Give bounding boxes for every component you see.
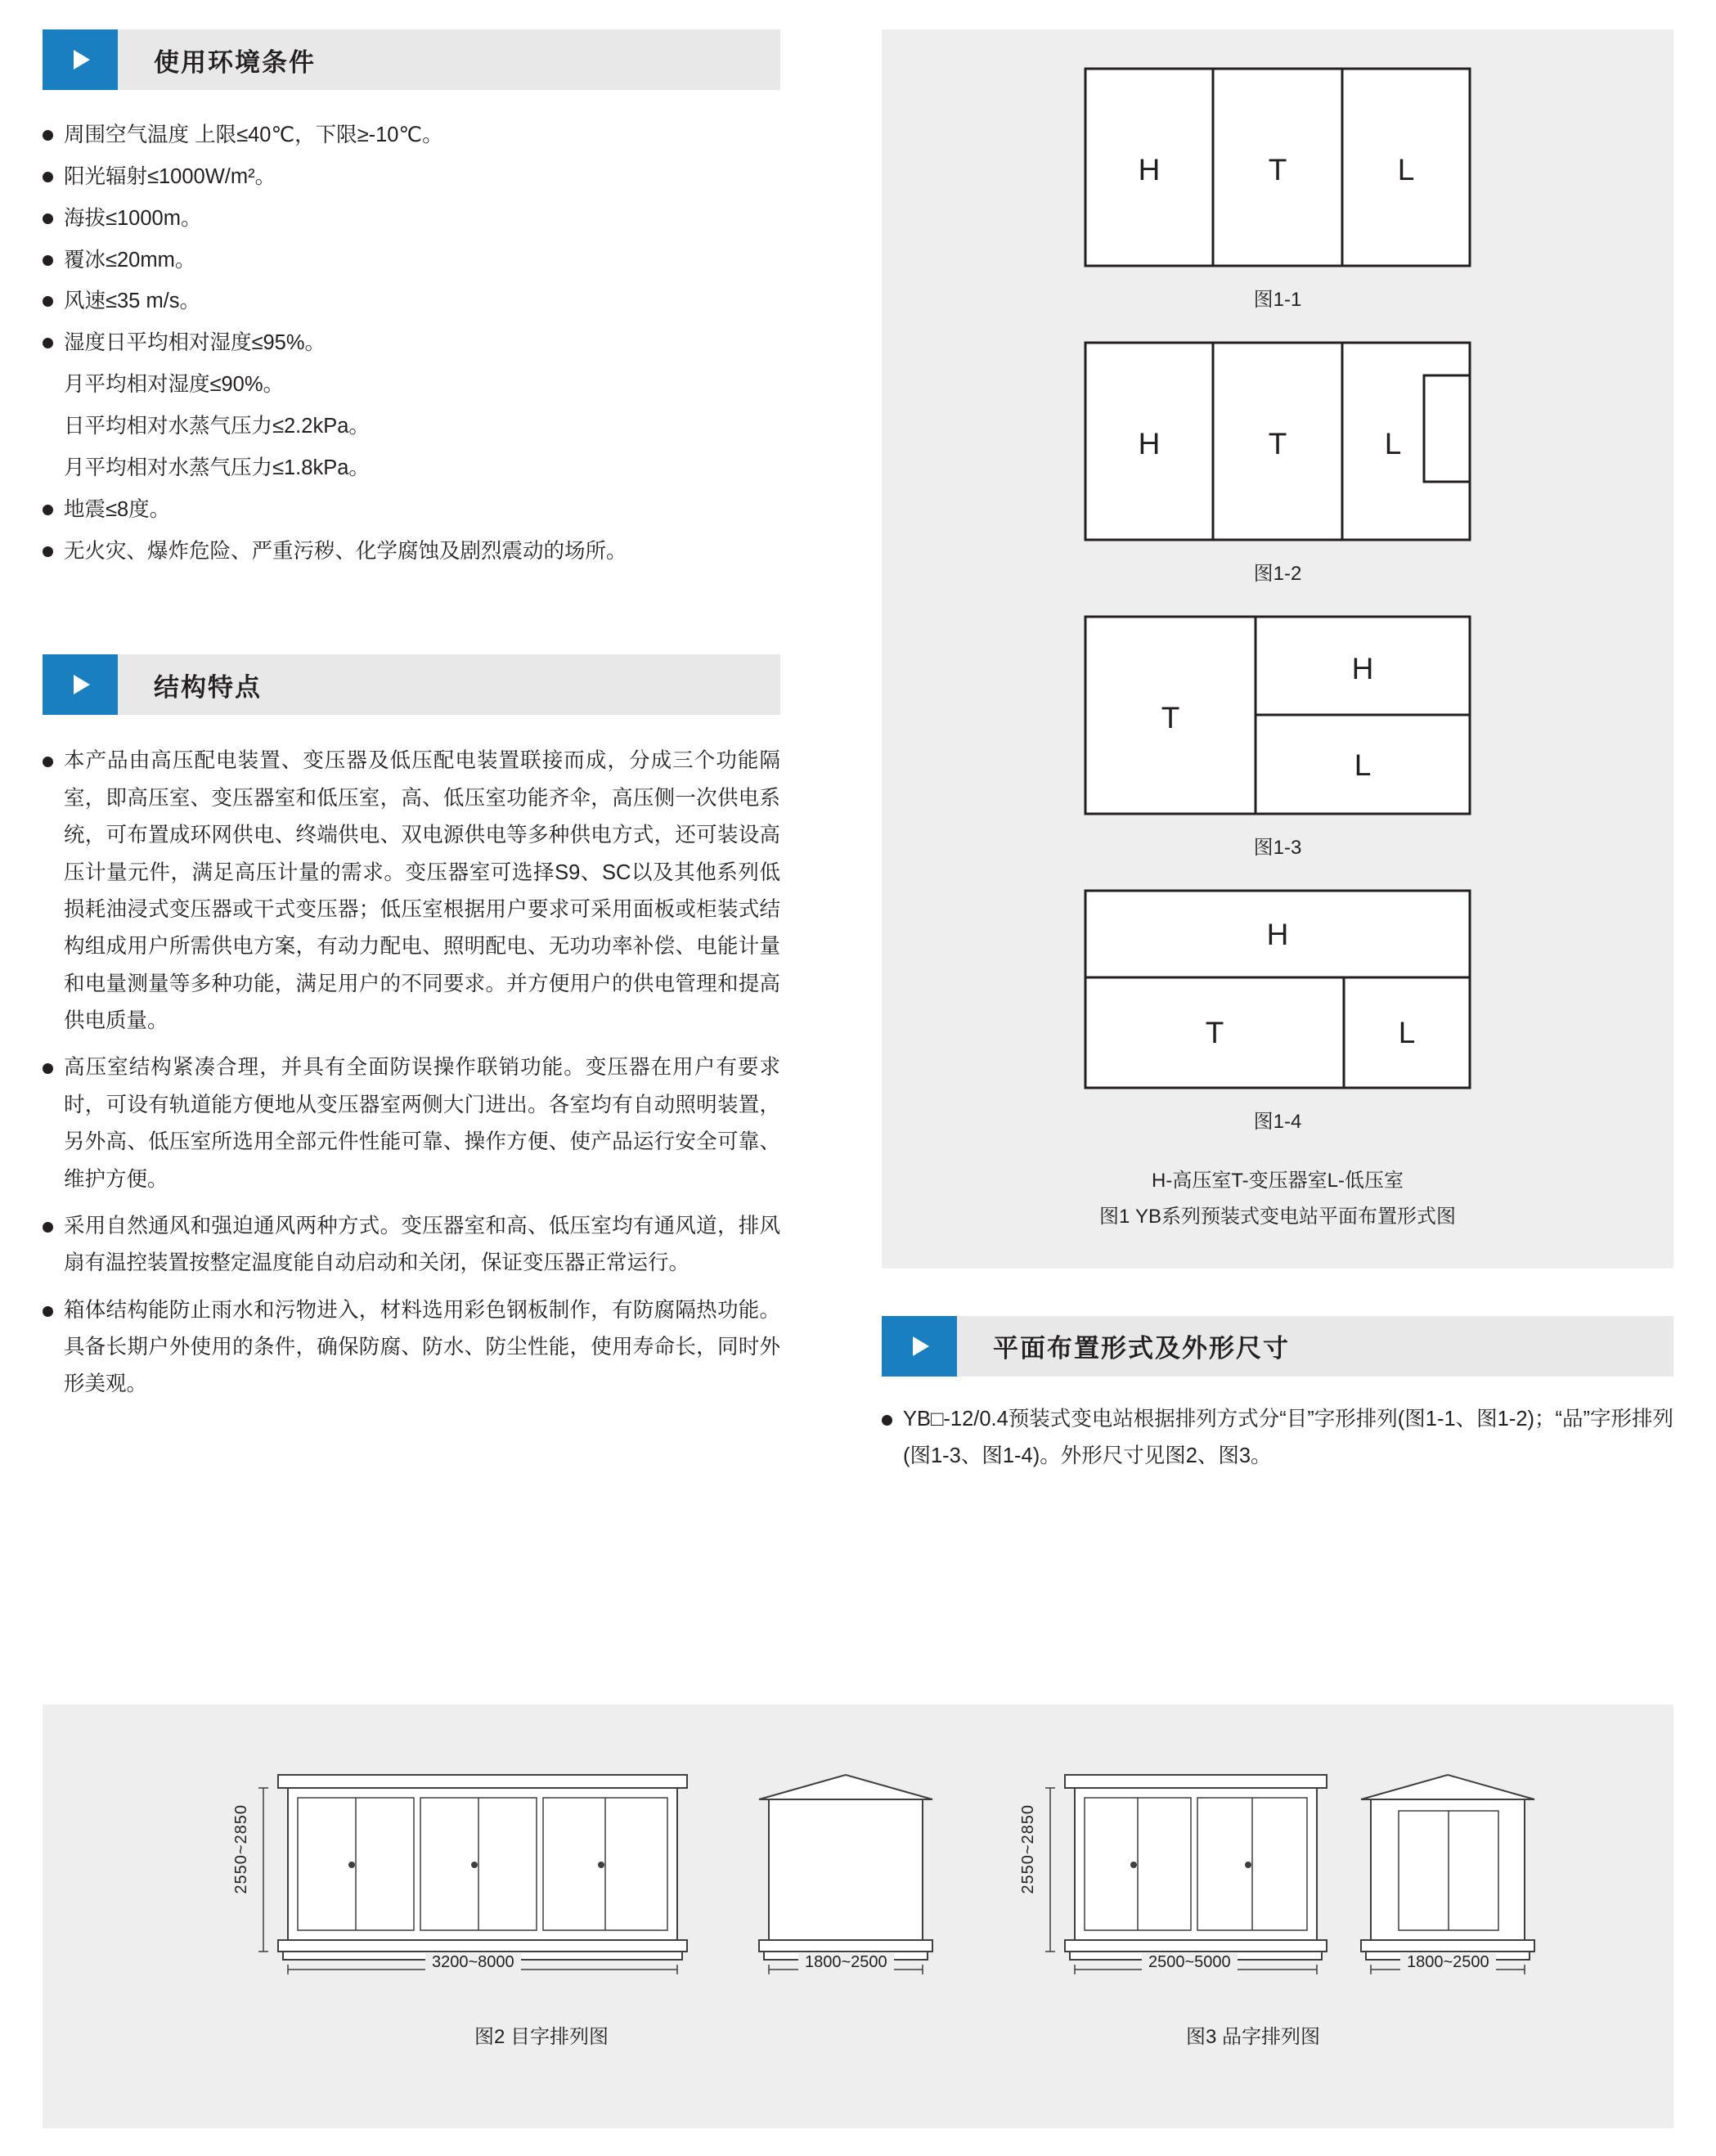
legend-line-2: 图1 YB系列预装式变电站平面布置形式图 — [1098, 1206, 1457, 1228]
svg-text:T: T — [1161, 701, 1180, 734]
right-column — [882, 29, 1673, 1476]
layout-note-text: YB□-12/0.4预装式变电站根据排列方式分“目”字形排列(图1-1、图1-2)；“品”字形排列(图1-3、图1-4)。外形尺寸见图2、图3。 — [903, 1407, 1673, 1468]
list-item-text: 地震≤8度。 — [64, 497, 171, 521]
list-item — [43, 201, 780, 237]
structure-paragraph-list — [43, 743, 780, 1403]
paragraph — [43, 1208, 780, 1282]
list-item — [43, 159, 780, 195]
bullet-dot-icon — [43, 1222, 53, 1233]
bullet-dot-icon — [43, 546, 53, 557]
list-item — [43, 243, 780, 279]
legend-line-1: H-高压室T-变压器室L-低压室 — [1152, 1170, 1404, 1192]
paragraph-text: 高压室结构紧凑合理，并具有全面防误操作联销功能。变压器在用户有要求时，可设有轨道能方便地从变压器室两侧大门进出。各室均有自动照明装置，另外高、低压室所选用全部元件性能可靠、操作方便、使产品运行安全可靠、维护方便。 — [64, 1056, 780, 1191]
figure-3-side-view — [1350, 1767, 1546, 1983]
svg-text:H: H — [1351, 652, 1374, 685]
svg-text:T: T — [1205, 1016, 1224, 1049]
dimension-drawings-panel — [43, 1705, 1673, 2128]
bullet-dot-icon — [882, 1415, 892, 1426]
list-item-text: 周围空气温度 上限≤40℃，下限≥-10℃。 — [64, 124, 443, 146]
figure-caption: 图1-3 — [1253, 837, 1302, 859]
list-item — [43, 118, 780, 154]
paragraph-text: 本产品由高压配电装置、变压器及低压配电装置联接而成，分成三个功能隔室，即高压室、变压器室和低压室，高、低压室功能齐伞，高压侧一次供电系统，可布置成环网供电、终端供电、双电源供电等多种供电方式，还可装设高压计量元件，满足高压计量的需求。变压器室可选择S9、SC以及其他系列低损耗油浸式变压器或干式变压器；低压室根据用户要求可采用面板或柜装式结构组成用户所需供电方案，有动力配电、照明配电、无功功率补偿、电能计量和电量测量等多种功能，满足用户的不同要求。并方便用户的供电管理和提高供电质量。 — [64, 749, 780, 1033]
figure-2-front-view — [232, 1767, 695, 1983]
figure-1-4 — [882, 889, 1673, 1134]
figure-3-caption: 图3 品字排列图 — [1185, 2026, 1320, 2048]
list-item — [43, 284, 780, 320]
bullet-dot-icon — [43, 505, 53, 515]
figure-3-width-dimension: 2500~5000 — [1142, 1953, 1238, 1972]
list-item-text: 覆冰≤20mm。 — [64, 248, 196, 272]
svg-text:H: H — [1266, 918, 1289, 951]
list-item-text: 海拔≤1000m。 — [64, 206, 202, 230]
layout-diagram-1-3 — [1084, 615, 1471, 820]
list-item — [43, 326, 780, 362]
bullet-dot-icon — [43, 338, 53, 348]
layout-diagram-1-2 — [1084, 341, 1471, 546]
bullet-dot-icon — [43, 130, 53, 141]
svg-text:L: L — [1397, 153, 1415, 186]
figure-caption: 图1-2 — [1253, 563, 1302, 585]
svg-text:T: T — [1268, 427, 1287, 460]
layout-diagram-1-4 — [1084, 889, 1471, 1094]
bullet-dot-icon — [43, 296, 53, 307]
list-subitem: 日平均相对水蒸气压力≤2.2kPa。 — [64, 415, 370, 438]
play-triangle-icon — [882, 1316, 957, 1377]
svg-text:H: H — [1138, 153, 1161, 186]
figure-2-side-dimension: 1800~2500 — [798, 1953, 894, 1972]
bullet-dot-icon — [43, 213, 53, 224]
figure-3-front-view — [1019, 1767, 1335, 1983]
bullet-dot-icon — [43, 172, 53, 182]
left-column — [43, 29, 780, 1413]
paragraph-text: 采用自然通风和强迫通风两种方式。变压器室和高、低压室均有通风道，排风扇有温控装置按整定温度能自动启动和关闭，保证变压器正常运行。 — [64, 1214, 780, 1275]
figure1-panel — [882, 29, 1673, 1269]
svg-text:H: H — [1138, 427, 1161, 460]
layout-note — [882, 1401, 1673, 1476]
figure-3-height-dimension: 2550~2850 — [1019, 1804, 1037, 1894]
section-title-layout: 平面布置形式及外形尺寸 — [957, 1316, 1673, 1377]
figure-2-height-dimension: 2550~2850 — [232, 1804, 250, 1894]
bullet-dot-icon — [43, 1063, 53, 1074]
figure-caption: 图1-4 — [1253, 1111, 1302, 1133]
paragraph — [43, 743, 780, 1040]
bullet-dot-icon — [43, 1306, 53, 1317]
section-title-structure: 结构特点 — [118, 654, 780, 715]
figure-2-width-dimension: 3200~8000 — [425, 1953, 521, 1972]
list-item-text: 湿度日平均相对湿度≤95%。 — [64, 331, 326, 355]
figure-3-side-dimension: 1800~2500 — [1400, 1953, 1496, 1972]
figure1-legend — [882, 1163, 1673, 1236]
paragraph — [43, 1049, 780, 1198]
section-header-environment — [43, 29, 780, 90]
figure-2-caption: 图2 目字排列图 — [474, 2026, 609, 2048]
section-header-structure — [43, 654, 780, 715]
play-triangle-icon — [43, 29, 118, 90]
section-header-layout — [882, 1316, 1673, 1377]
svg-text:L: L — [1398, 1016, 1416, 1049]
bullet-dot-icon — [43, 757, 53, 767]
list-item — [43, 492, 780, 528]
svg-text:L: L — [1354, 748, 1372, 782]
layout-diagram-1-1 — [1084, 67, 1471, 272]
list-subitem: 月平均相对湿度≤90%。 — [64, 373, 285, 397]
figure-caption: 图1-1 — [1253, 289, 1302, 311]
play-triangle-icon — [43, 654, 118, 715]
svg-text:T: T — [1268, 153, 1287, 186]
section-title-environment: 使用环境条件 — [118, 29, 780, 90]
list-item-text: 无火灾、爆炸危险、严重污秽、化学腐蚀及剧烈震动的场所。 — [64, 539, 627, 563]
figure-2-side-view — [748, 1767, 944, 1983]
list-item — [43, 534, 780, 570]
environment-conditions-list — [43, 118, 780, 569]
figure-1-3 — [882, 615, 1673, 860]
figure-1-1 — [882, 67, 1673, 312]
paragraph-text: 箱体结构能防止雨水和污物进入，材料选用彩色钢板制作，有防腐隔热功能。具备长期户外使用的条件，确保防腐、防水、防尘性能，使用寿命长，同时外形美观。 — [64, 1298, 780, 1396]
list-item-text: 风速≤35 m/s。 — [64, 290, 201, 313]
figure-1-2 — [882, 341, 1673, 586]
bullet-dot-icon — [43, 255, 53, 266]
svg-text:L: L — [1384, 427, 1402, 460]
list-subitem: 月平均相对水蒸气压力≤1.8kPa。 — [64, 456, 370, 479]
list-item-text: 阳光辐射≤1000W/m²。 — [64, 164, 276, 188]
paragraph — [43, 1292, 780, 1404]
